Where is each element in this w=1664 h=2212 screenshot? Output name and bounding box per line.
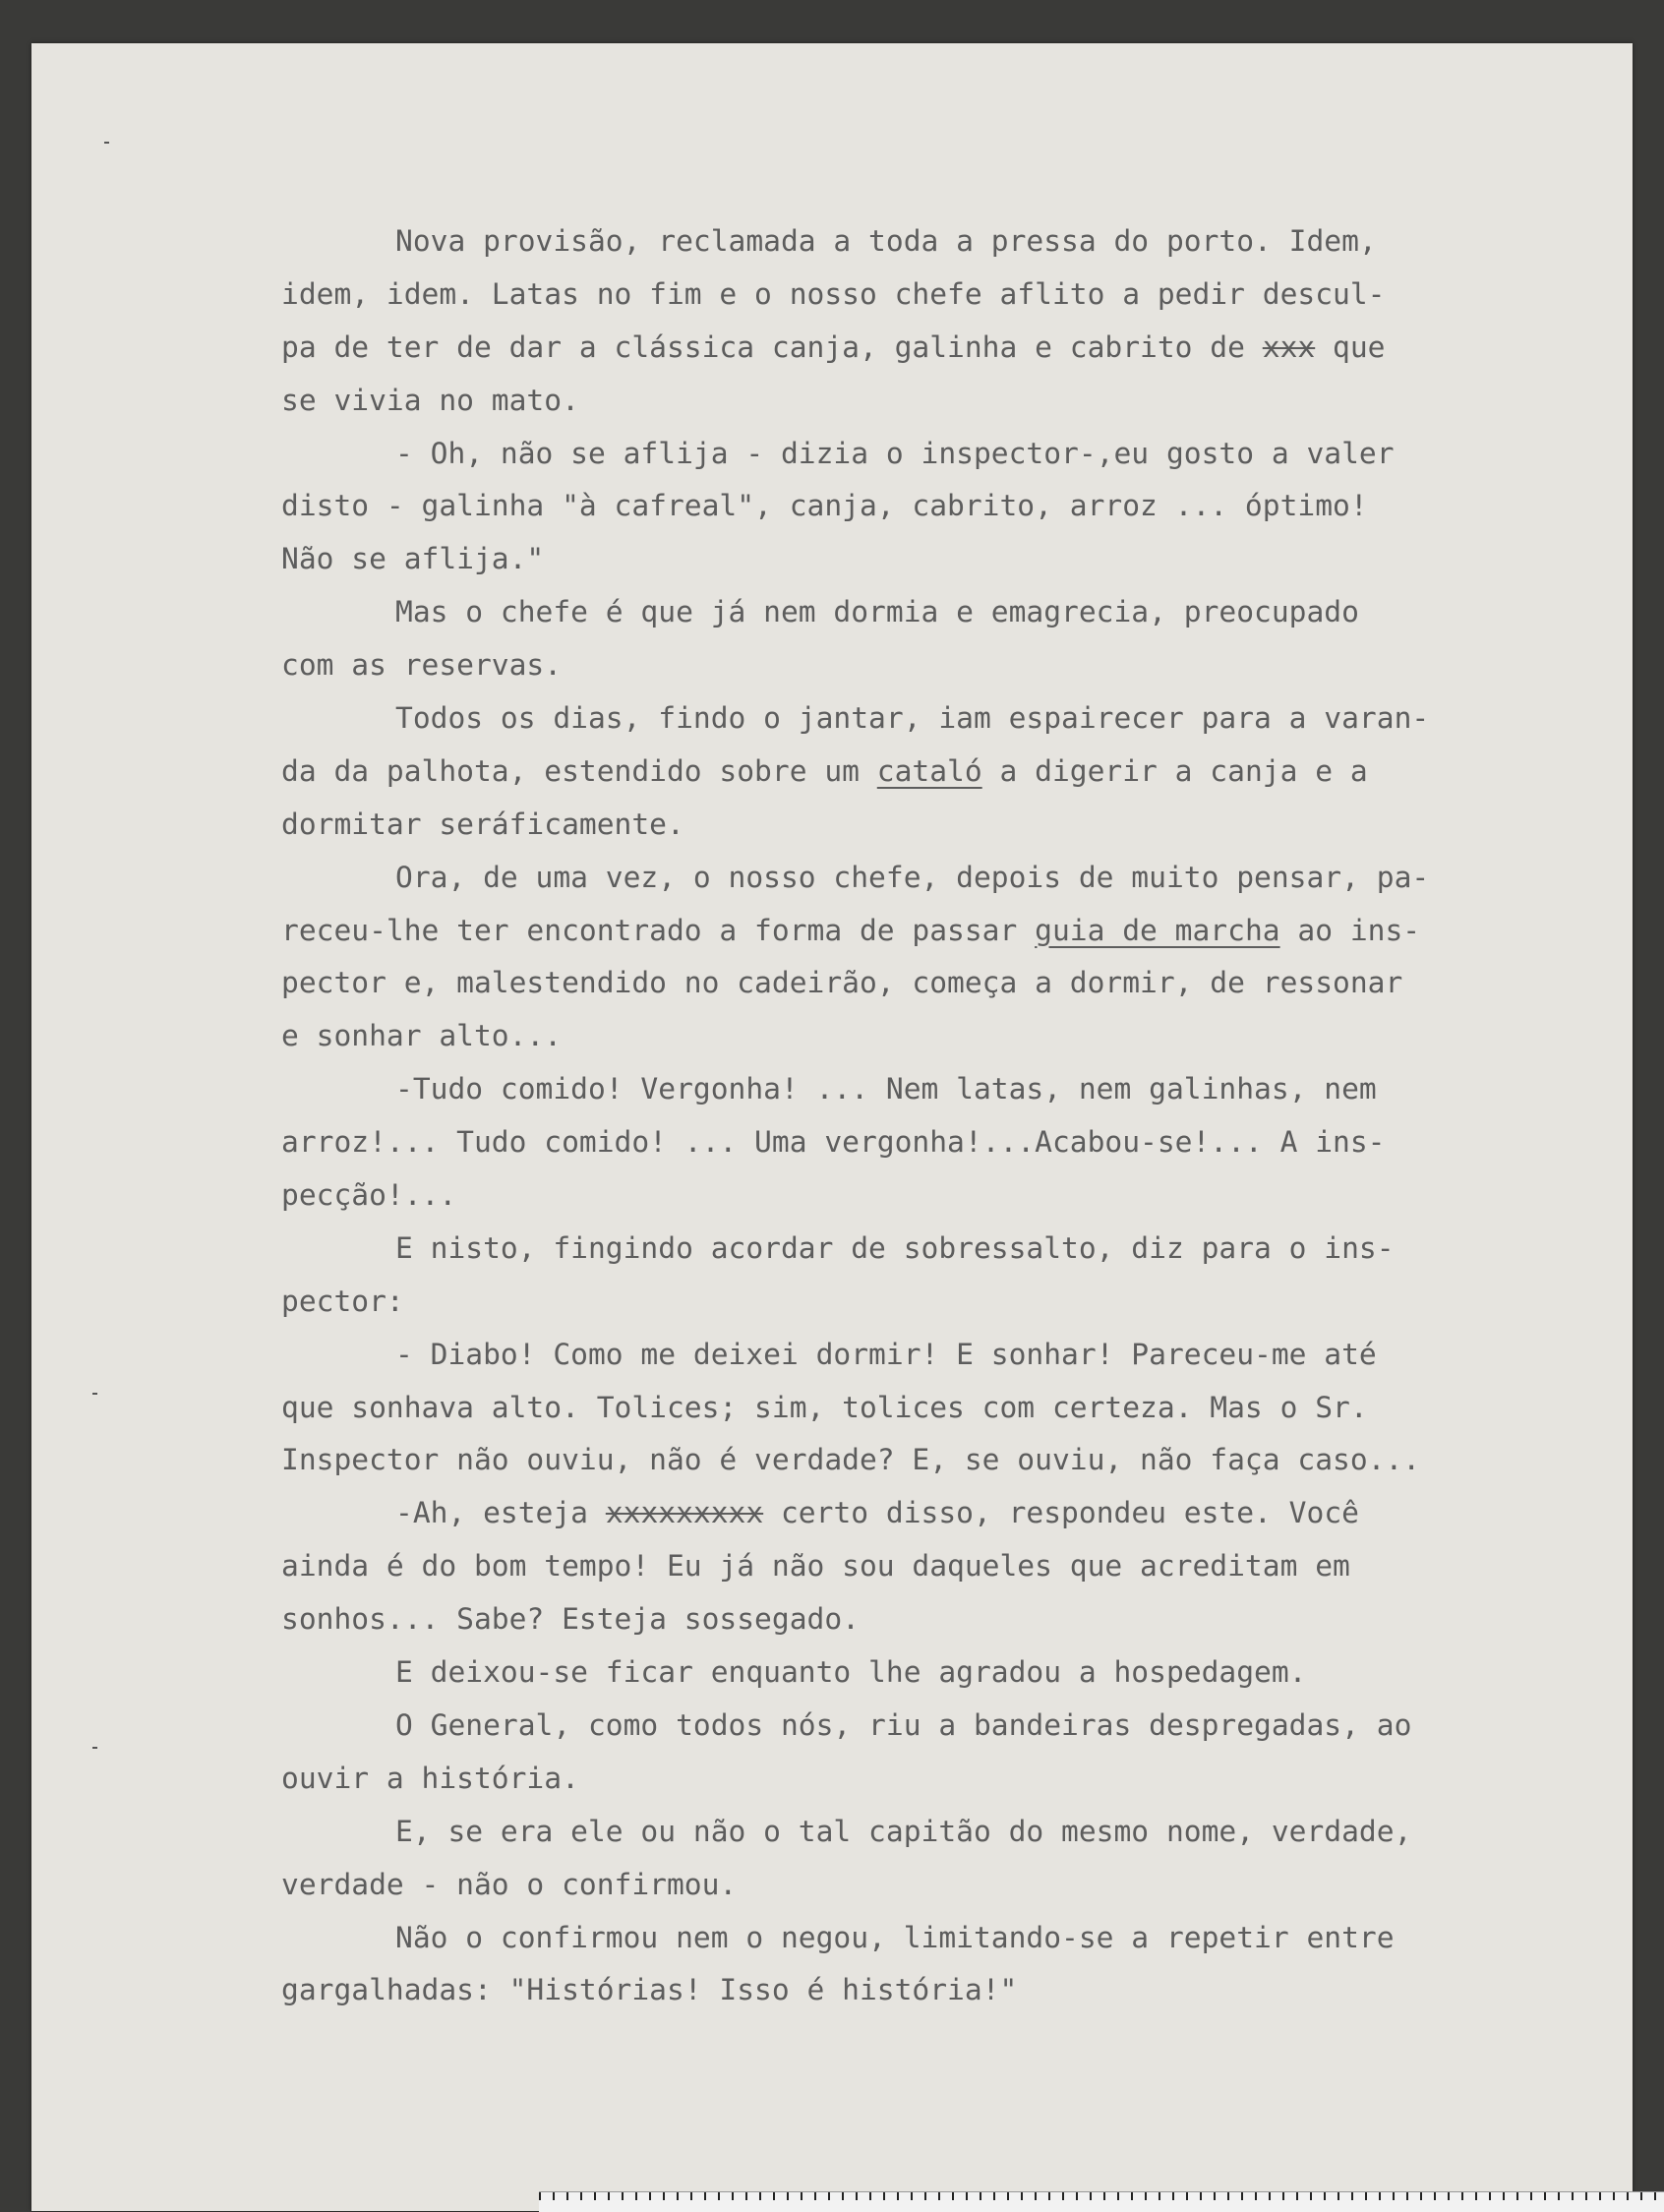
text-line (281, 746, 1550, 799)
text-line (281, 1116, 1550, 1169)
line-text: se vivia no mato. (281, 383, 579, 417)
line-text: receu-lhe ter encontrado a forma de passar (281, 913, 1036, 947)
line-text: Mas o chefe é que já nem dormia e emagrecia, preocupado (395, 595, 1359, 629)
text-line (281, 428, 1550, 481)
line-text: pector e, malestendido no cadeirão, começa a dormir, de ressonar (281, 966, 1403, 1000)
text-line (281, 1753, 1550, 1806)
text-line (281, 1700, 1550, 1753)
underlined-term: guia de marcha (1035, 913, 1280, 947)
margin-mark-middle (92, 1393, 97, 1395)
text-line (281, 533, 1550, 586)
line-text: e sonhar alto... (281, 1019, 563, 1053)
line-text: - Diabo! Como me deixei dormir! E sonhar! Pareceu-me até (395, 1337, 1377, 1371)
text-line (281, 1223, 1550, 1276)
line-text: -Ah, esteja (395, 1496, 606, 1530)
text-line (281, 1382, 1550, 1435)
underlined-term: cataló (876, 753, 982, 788)
text-line (281, 215, 1550, 269)
line-text: pector: (281, 1284, 404, 1318)
text-line (281, 375, 1550, 428)
line-text: E nisto, fingindo acordar de sobressalto, diz para o ins- (395, 1230, 1395, 1265)
text-line (281, 1540, 1550, 1593)
margin-mark-top (104, 142, 109, 144)
line-text: -Tudo comido! Vergonha! ... Nem latas, nem galinhas, nem (395, 1072, 1377, 1106)
margin-mark-bottom (92, 1747, 97, 1749)
line-text: Inspector não ouviu, não é verdade? E, se ouviu, não faça caso... (281, 1443, 1421, 1477)
text-line (281, 905, 1550, 958)
line-text-continued: certo disso, respondeu este. Você (763, 1496, 1359, 1530)
line-text: com as reservas. (281, 648, 563, 683)
text-line (281, 322, 1550, 375)
line-text: Todos os dias, findo o jantar, iam espairecer para a varan- (395, 701, 1430, 736)
line-text: dormitar seráficamente. (281, 807, 684, 841)
text-line (281, 1859, 1550, 1912)
text-line (281, 1276, 1550, 1329)
line-text-continued: ao ins- (1279, 913, 1421, 947)
text-line (281, 639, 1550, 692)
line-text: idem, idem. Latas no fim e o nosso chefe aflito a pedir descul- (281, 276, 1386, 311)
line-text: Nova provisão, reclamada a toda a pressa do porto. Idem, (395, 224, 1377, 258)
line-text: verdade - não o confirmou. (281, 1867, 738, 1901)
text-line (281, 1646, 1550, 1700)
text-line (281, 480, 1550, 533)
line-text: sonhos... Sabe? Esteja sossegado. (281, 1602, 860, 1637)
text-line (281, 1964, 1550, 2017)
line-text: Não se aflija." (281, 542, 545, 576)
text-line (281, 1169, 1550, 1223)
text-line (281, 1434, 1550, 1487)
line-text: que sonhava alto. Tolices; sim, tolices com certeza. Mas o Sr. (281, 1390, 1368, 1424)
line-text-continued: a digerir a canja e a (981, 753, 1368, 788)
text-line (281, 1063, 1550, 1116)
text-line (281, 692, 1550, 746)
text-line (281, 957, 1550, 1010)
text-line (281, 1487, 1550, 1540)
text-line (281, 799, 1550, 852)
line-text: arroz!... Tudo comido! ... Uma vergonha!...Acabou-se!... A ins- (281, 1125, 1386, 1160)
text-line (281, 1010, 1550, 1063)
text-line (281, 1806, 1550, 1859)
typewritten-page (31, 43, 1633, 2211)
line-text: ouvir a história. (281, 1761, 579, 1795)
typewritten-text (281, 215, 1550, 2017)
line-text: E, se era ele ou não o tal capitão do mesmo nome, verdade, (395, 1814, 1412, 1848)
line-text: E deixou-se ficar enquanto lhe agradou a hospedagem. (395, 1655, 1307, 1690)
text-line (281, 1329, 1550, 1382)
line-text: disto - galinha "à cafreal", canja, cabrito, arroz ... óptimo! (281, 489, 1368, 523)
line-text: gargalhadas: "Histórias! Isso é história!" (281, 1973, 1018, 2007)
line-text: Não o confirmou nem o negou, limitando-se a repetir entre (395, 1920, 1395, 1954)
struck-out-text: xxx (1262, 329, 1316, 364)
line-text: pa de ter de dar a clássica canja, galinha e cabrito de (281, 329, 1263, 364)
line-text: pecção!... (281, 1178, 457, 1213)
scale-ruler (539, 2191, 1664, 2212)
line-text: da da palhota, estendido sobre um (281, 753, 877, 788)
line-text: O General, como todos nós, riu a bandeiras despregadas, ao (395, 1707, 1412, 1742)
text-line (281, 269, 1550, 322)
text-line (281, 1593, 1550, 1646)
text-line (281, 586, 1550, 639)
line-text: ainda é do bom tempo! Eu já não sou daqueles que acreditam em (281, 1549, 1350, 1584)
line-text: - Oh, não se aflija - dizia o inspector-,eu gosto a valer (395, 436, 1395, 470)
struck-out-text: xxxxxxxxx (605, 1496, 764, 1530)
line-text: Ora, de uma vez, o nosso chefe, depois de muito pensar, pa- (395, 860, 1430, 894)
text-line (281, 852, 1550, 905)
line-text-continued: que (1315, 329, 1386, 364)
text-line (281, 1912, 1550, 1965)
